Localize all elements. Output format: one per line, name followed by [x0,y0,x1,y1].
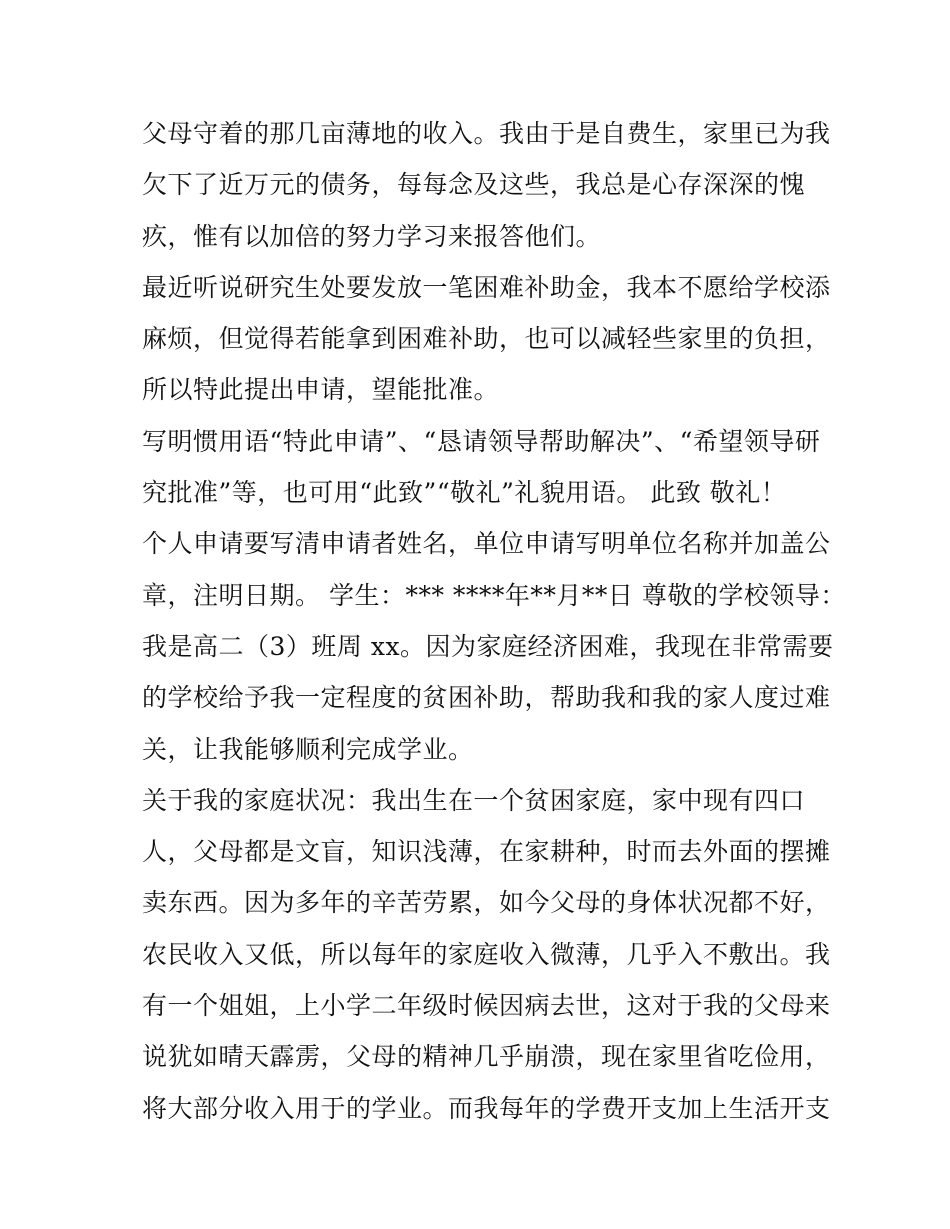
text-line: 最近听说研究生处要发放一笔困难补助金，我本不愿给学校添 [142,272,831,302]
text-line: 农民收入又低，所以每年的家庭收入微薄，几乎入不敷出。我 [142,939,831,969]
text-line: 关于我的家庭状况：我出生在一个贫困家庭，家中现有四口 [142,785,806,815]
text-line: 关，让我能够顺利完成学业。 [142,734,474,764]
text-line: 卖东西。因为多年的辛苦劳累，如今父母的身体状况都不好， [142,888,831,918]
text-line: 我是高二（3）班周 xx。因为家庭经济困难，我现在非常需要 [142,631,834,661]
text-line: 人，父母都是文盲，知识浅薄，在家耕种，时而去外面的摆摊 [142,837,831,867]
text-line: 究批准”等，也可用“此致”“敬礼”礼貌用语。 此致 敬礼！ [142,478,787,508]
text-line: 将大部分收入用于的学业。而我每年的学费开支加上生活开支 [142,1093,831,1123]
text-line: 写明惯用语“特此申请”、“恳请领导帮助解决”、“希望领导研 [142,426,821,456]
text-line: 个人申请要写清申请者姓名，单位申请写明单位名称并加盖公 [142,529,831,559]
body-text [142,108,846,1134]
text-line: 有一个姐姐，上小学二年级时候因病去世，这对于我的父母来 [142,991,831,1021]
text-line: 所以特此提出申请，望能批准。 [142,375,500,405]
text-line: 的学校给予我一定程度的贫困补助，帮助我和我的家人度过难 [142,683,831,713]
text-line: 父母守着的那几亩薄地的收入。我由于是自费生，家里已为我 [142,119,831,148]
text-line: 章，注明日期。 学生：*** ****年**月**日 尊敬的学校领导： [142,580,846,610]
text-line: 说犹如晴天霹雳，父母的精神几乎崩溃，现在家里省吃俭用， [142,1042,831,1072]
text-line: 疚，惟有以加倍的努力学习来报答他们。 [142,221,602,251]
text-line: 欠下了近万元的债务，每每念及这些，我总是心存深深的愧 [142,170,806,200]
text-line: 麻烦，但觉得若能拿到困难补助，也可以减轻些家里的负担， [142,324,831,354]
